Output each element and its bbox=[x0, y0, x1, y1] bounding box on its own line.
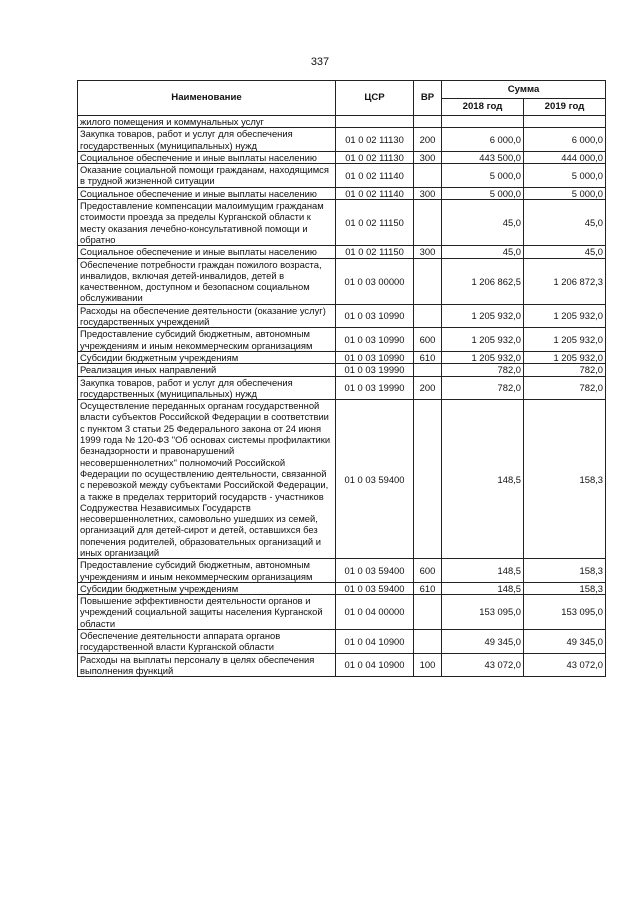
cell-y2018: 1 205 932,0 bbox=[442, 328, 524, 352]
cell-y2018: 148,5 bbox=[442, 400, 524, 559]
cell-y2019: 153 095,0 bbox=[524, 595, 606, 630]
header-csr: ЦСР bbox=[336, 81, 414, 116]
cell-vr: 600 bbox=[414, 328, 442, 352]
header-vr: ВР bbox=[414, 81, 442, 116]
cell-vr: 610 bbox=[414, 351, 442, 363]
cell-name: Социальное обеспечение и иные выплаты населению bbox=[78, 151, 336, 163]
cell-vr: 300 bbox=[414, 246, 442, 258]
cell-csr: 01 0 03 19990 bbox=[336, 376, 414, 400]
table-row bbox=[78, 595, 606, 630]
cell-name: Реализация иных направлений bbox=[78, 364, 336, 376]
table-row bbox=[78, 328, 606, 352]
cell-y2018: 45,0 bbox=[442, 246, 524, 258]
cell-y2018: 45,0 bbox=[442, 200, 524, 246]
table-row bbox=[78, 246, 606, 258]
cell-vr bbox=[414, 304, 442, 328]
cell-y2018: 1 205 932,0 bbox=[442, 304, 524, 328]
cell-y2018 bbox=[442, 116, 524, 128]
cell-y2018: 148,5 bbox=[442, 582, 524, 594]
table-row bbox=[78, 582, 606, 594]
cell-y2019: 6 000,0 bbox=[524, 128, 606, 152]
cell-name: Расходы на обеспечение деятельности (оказание услуг) государственных учреждений bbox=[78, 304, 336, 328]
cell-csr: 01 0 03 10990 bbox=[336, 304, 414, 328]
cell-vr: 200 bbox=[414, 128, 442, 152]
cell-csr: 01 0 04 10900 bbox=[336, 630, 414, 654]
cell-name: Социальное обеспечение и иные выплаты населению bbox=[78, 187, 336, 199]
cell-y2019: 1 205 932,0 bbox=[524, 304, 606, 328]
cell-csr: 01 0 02 11140 bbox=[336, 187, 414, 199]
cell-y2019: 1 205 932,0 bbox=[524, 351, 606, 363]
cell-csr: 01 0 02 11130 bbox=[336, 128, 414, 152]
cell-csr bbox=[336, 116, 414, 128]
cell-y2018: 5 000,0 bbox=[442, 187, 524, 199]
cell-csr: 01 0 03 59400 bbox=[336, 582, 414, 594]
cell-y2019: 45,0 bbox=[524, 246, 606, 258]
cell-y2019: 158,3 bbox=[524, 582, 606, 594]
cell-vr bbox=[414, 116, 442, 128]
cell-vr bbox=[414, 364, 442, 376]
cell-y2018: 6 000,0 bbox=[442, 128, 524, 152]
cell-vr bbox=[414, 595, 442, 630]
cell-y2018: 49 345,0 bbox=[442, 630, 524, 654]
table-body bbox=[78, 116, 606, 677]
table-row bbox=[78, 187, 606, 199]
budget-table bbox=[77, 80, 606, 677]
cell-vr: 100 bbox=[414, 653, 442, 677]
cell-vr bbox=[414, 258, 442, 304]
table-row bbox=[78, 364, 606, 376]
cell-y2019: 1 205 932,0 bbox=[524, 328, 606, 352]
cell-name: жилого помещения и коммунальных услуг bbox=[78, 116, 336, 128]
cell-csr: 01 0 04 10900 bbox=[336, 653, 414, 677]
cell-name: Обеспечение деятельности аппарата органов государственной власти Курганской области bbox=[78, 630, 336, 654]
table-row bbox=[78, 351, 606, 363]
cell-y2018: 43 072,0 bbox=[442, 653, 524, 677]
cell-vr bbox=[414, 630, 442, 654]
cell-name: Оказание социальной помощи гражданам, находящимся в трудной жизненной ситуации bbox=[78, 164, 336, 188]
cell-csr: 01 0 03 00000 bbox=[336, 258, 414, 304]
header-2018: 2018 год bbox=[442, 99, 524, 116]
table-row bbox=[78, 128, 606, 152]
cell-vr: 300 bbox=[414, 151, 442, 163]
cell-y2019: 45,0 bbox=[524, 200, 606, 246]
cell-csr: 01 0 02 11150 bbox=[336, 246, 414, 258]
cell-csr: 01 0 03 59400 bbox=[336, 400, 414, 559]
table-row bbox=[78, 151, 606, 163]
cell-csr: 01 0 03 19990 bbox=[336, 364, 414, 376]
cell-csr: 01 0 02 11140 bbox=[336, 164, 414, 188]
cell-name: Предоставление компенсации малоимущим гражданам стоимости проезда за пределы Курганской области к месту оказания лечебно-консультативной помощи и обратно bbox=[78, 200, 336, 246]
header-2019: 2019 год bbox=[524, 99, 606, 116]
cell-vr bbox=[414, 164, 442, 188]
cell-y2018: 443 500,0 bbox=[442, 151, 524, 163]
table-row bbox=[78, 653, 606, 677]
cell-y2019: 782,0 bbox=[524, 376, 606, 400]
cell-y2018: 782,0 bbox=[442, 364, 524, 376]
cell-name: Расходы на выплаты персоналу в целях обеспечения выполнения функций bbox=[78, 653, 336, 677]
cell-y2018: 5 000,0 bbox=[442, 164, 524, 188]
cell-y2019: 5 000,0 bbox=[524, 164, 606, 188]
cell-y2018: 148,5 bbox=[442, 559, 524, 583]
cell-name: Предоставление субсидий бюджетным, автономным учреждениям и иным некоммерческим организациям bbox=[78, 328, 336, 352]
cell-csr: 01 0 03 10990 bbox=[336, 351, 414, 363]
table-row bbox=[78, 258, 606, 304]
cell-vr bbox=[414, 200, 442, 246]
cell-y2019: 158,3 bbox=[524, 559, 606, 583]
cell-y2019: 158,3 bbox=[524, 400, 606, 559]
cell-y2019: 43 072,0 bbox=[524, 653, 606, 677]
cell-y2018: 782,0 bbox=[442, 376, 524, 400]
cell-csr: 01 0 02 11130 bbox=[336, 151, 414, 163]
table-row bbox=[78, 630, 606, 654]
table-row bbox=[78, 376, 606, 400]
cell-name: Закупка товаров, работ и услуг для обеспечения государственных (муниципальных) нужд bbox=[78, 128, 336, 152]
cell-csr: 01 0 04 00000 bbox=[336, 595, 414, 630]
cell-name: Повышение эффективности деятельности органов и учреждений социальной защиты населения Курганской области bbox=[78, 595, 336, 630]
cell-y2019: 444 000,0 bbox=[524, 151, 606, 163]
cell-y2018: 1 206 862,5 bbox=[442, 258, 524, 304]
cell-csr: 01 0 02 11150 bbox=[336, 200, 414, 246]
cell-y2018: 153 095,0 bbox=[442, 595, 524, 630]
cell-vr: 600 bbox=[414, 559, 442, 583]
cell-name: Предоставление субсидий бюджетным, автономным учреждениям и иным некоммерческим организациям bbox=[78, 559, 336, 583]
cell-y2018: 1 205 932,0 bbox=[442, 351, 524, 363]
cell-name: Обеспечение потребности граждан пожилого возраста, инвалидов, включая детей-инвалидов, детей в качественном, доступном и безопасном социальном обслуживании bbox=[78, 258, 336, 304]
header-sum: Сумма bbox=[442, 81, 606, 99]
cell-name: Социальное обеспечение и иные выплаты населению bbox=[78, 246, 336, 258]
table-row bbox=[78, 200, 606, 246]
header-name: Наименование bbox=[78, 81, 336, 116]
table-row bbox=[78, 164, 606, 188]
cell-vr: 200 bbox=[414, 376, 442, 400]
cell-vr bbox=[414, 400, 442, 559]
cell-name: Субсидии бюджетным учреждениям bbox=[78, 582, 336, 594]
cell-name: Закупка товаров, работ и услуг для обеспечения государственных (муниципальных) нужд bbox=[78, 376, 336, 400]
cell-y2019: 5 000,0 bbox=[524, 187, 606, 199]
cell-name: Осуществление переданных органам государственной власти субъектов Российской Федерации в соответствии с пунктом 3 статьи 25 Федерального закона от 24 июня 1999 года № 120-ФЗ "Об основах системы профилактики безнадзорности и правонарушений несовершеннолетних" полномочий Российской Федерации по осуществлению деятельности, связанной с перевозкой между субъектами Российской Федерации, а также в пределах территорий государств - участников Содружества Независимых Государств несовершеннолетних, самовольно ушедших из семей, организаций для детей-сирот и детей, оставшихся без попечения родителей, образовательных организаций и иных организаций bbox=[78, 400, 336, 559]
cell-y2019: 782,0 bbox=[524, 364, 606, 376]
cell-csr: 01 0 03 59400 bbox=[336, 559, 414, 583]
cell-csr: 01 0 03 10990 bbox=[336, 328, 414, 352]
table-row bbox=[78, 304, 606, 328]
cell-name: Субсидии бюджетным учреждениям bbox=[78, 351, 336, 363]
page-number: 337 bbox=[310, 56, 330, 68]
cell-y2019: 1 206 872,3 bbox=[524, 258, 606, 304]
table-row bbox=[78, 116, 606, 128]
cell-vr: 300 bbox=[414, 187, 442, 199]
cell-y2019 bbox=[524, 116, 606, 128]
table-row bbox=[78, 559, 606, 583]
cell-y2019: 49 345,0 bbox=[524, 630, 606, 654]
cell-vr: 610 bbox=[414, 582, 442, 594]
table-row bbox=[78, 400, 606, 559]
